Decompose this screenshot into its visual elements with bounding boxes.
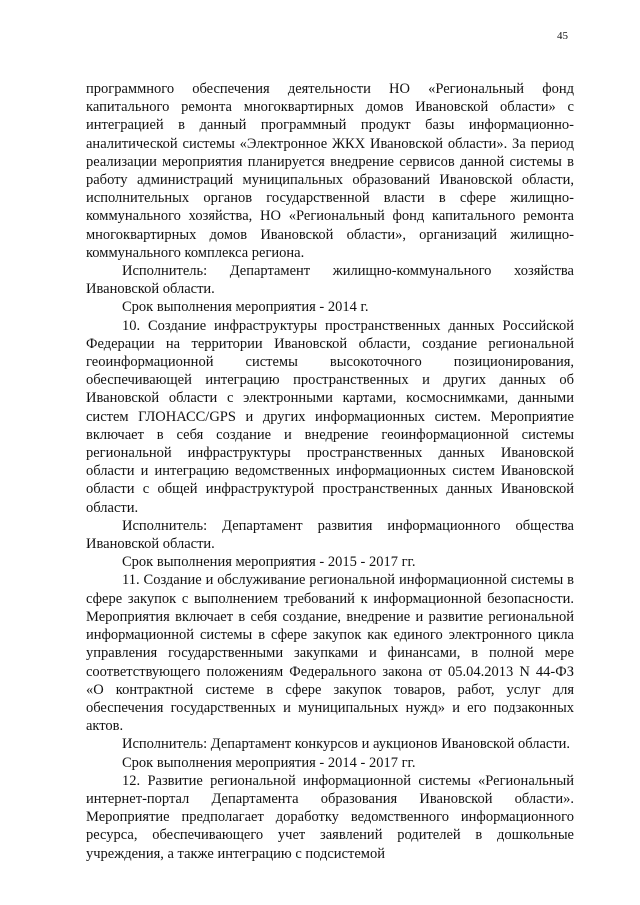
paragraph: 10. Создание инфраструктуры пространственных данных Российской Федерации на территории Ивановской области, создание региональной геоинформационной системы высокоточного позиционирования, обеспечивающей интеграцию пространственных и других данных об Ивановской области с электронными картами, космоснимками, данными систем ГЛОНАСС/GPS и других информационных систем. Мероприятие включает в себя создание и внедрение геоинформационной системы региональной инфраструктуры пространственных данных Ивановской области и интеграцию ведомственных информационных систем Ивановской области с общей инфраструктурой пространственных данных Ивановской области.: [86, 317, 574, 516]
paragraph: Срок выполнения мероприятия - 2014 г.: [122, 299, 369, 316]
paragraph: 12. Развитие региональной информационной системы «Региональный интернет-портал Департамента образования Ивановской области». Мероприятие предполагает доработку ведомственного информационного ресурса, обеспечивающего учет заявлений родителей в дошкольные учреждения, а также интеграцию с подсистемой: [86, 772, 574, 862]
paragraph: Срок выполнения мероприятия - 2015 - 2017 гг.: [122, 554, 416, 571]
paragraph: Исполнитель: Департамент жилищно-коммунального хозяйства Ивановской области.: [86, 263, 574, 298]
page-number: 45: [557, 30, 568, 42]
paragraph: Срок выполнения мероприятия - 2014 - 2017 гг.: [122, 754, 416, 771]
paragraph: Исполнитель: Департамент конкурсов и аукционов Ивановской области.: [122, 736, 571, 753]
paragraph: 11. Создание и обслуживание региональной информационной системы в сфере закупок с выполнением требований к информационной безопасности. Мероприятия включает в себя создание, внедрение и развитие региональной информационной системы в сфере закупок как единого электронного цикла управления государственными закупками и финансами, в полной мере соответствующего положениям Федерального закона от 05.04.2013 N 44-ФЗ «О контрактной системе в сфере закупок товаров, работ, услуг для обеспечения государственных и муниципальных нужд» и его подзаконных актов.: [86, 572, 574, 735]
paragraph: программного обеспечения деятельности НО «Региональный фонд капитального ремонта многоквартирных домов Ивановской области» с интеграцией в данный программный продукт базы информационно-аналитической системы «Электронное ЖКХ Ивановской области». За период реализации мероприятия планируется внедрение сервисов данной системы в работу администраций муниципальных образований Ивановской области, исполнительных органов государственной власти в сфере жилищно-коммунального хозяйства, НО «Региональный фонд капитального ремонта многоквартирных домов Ивановской области», организаций жилищно-коммунального комплекса региона.: [86, 81, 574, 261]
paragraph: Исполнитель: Департамент развития информационного общества Ивановской области.: [86, 517, 574, 553]
document-body: [86, 80, 574, 863]
